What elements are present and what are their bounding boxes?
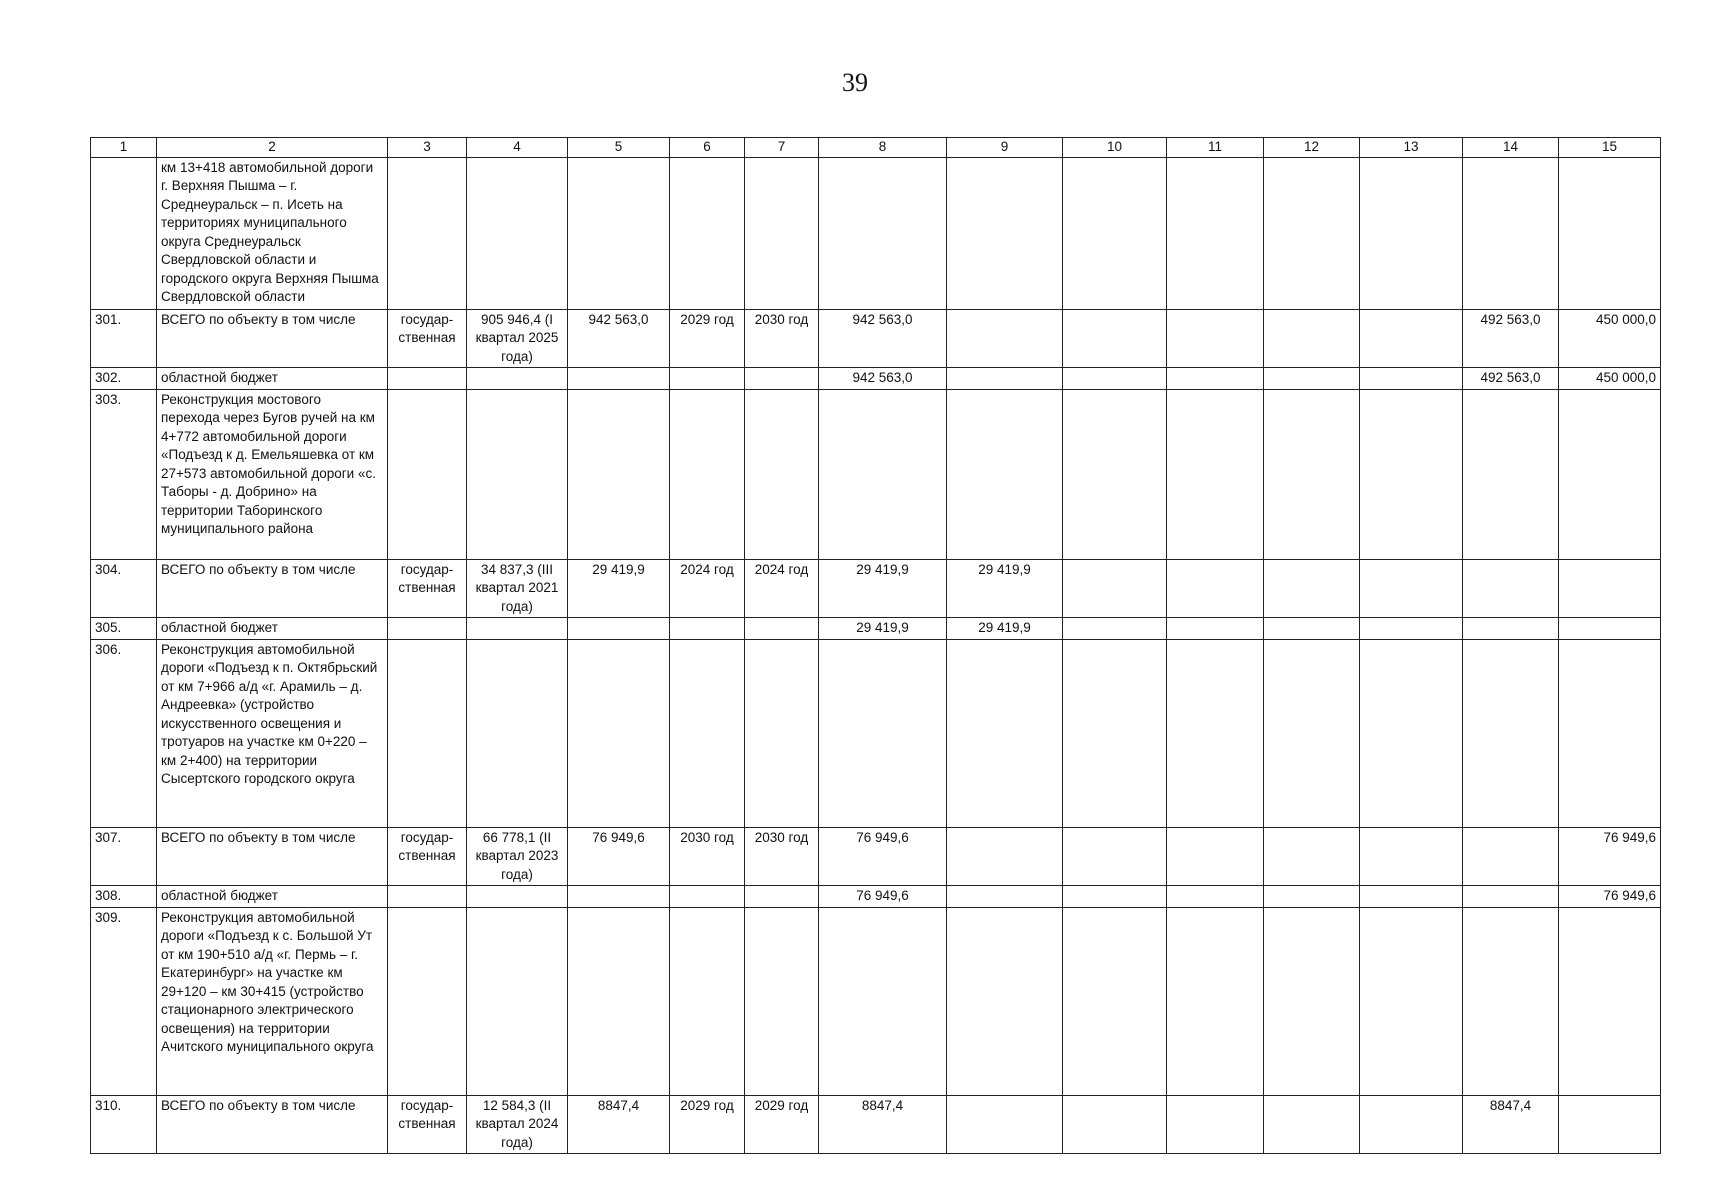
row-number-cell [91, 157, 157, 309]
table-cell [1264, 309, 1360, 368]
table-cell [1360, 886, 1463, 908]
table-cell [388, 907, 467, 1095]
table-cell: 29 419,9 [819, 618, 947, 640]
table-cell [1559, 157, 1661, 309]
table-cell [1167, 639, 1264, 827]
table-cell [947, 309, 1063, 368]
table-cell [670, 389, 745, 559]
table-cell [1463, 559, 1559, 618]
column-header: 14 [1463, 138, 1559, 158]
table-cell [1360, 1095, 1463, 1154]
table-cell [467, 618, 568, 640]
table-cell [947, 157, 1063, 309]
table-cell [568, 907, 670, 1095]
table-cell: 66 778,1 (II квартал 2023 года) [467, 827, 568, 886]
table-cell [947, 827, 1063, 886]
table-cell: 29 419,9 [568, 559, 670, 618]
table-cell: государ-ственная [388, 309, 467, 368]
table-cell [819, 639, 947, 827]
table-cell: 942 563,0 [819, 368, 947, 390]
table-cell [568, 157, 670, 309]
table-cell [745, 639, 819, 827]
table-cell [1167, 1095, 1264, 1154]
table-row [91, 309, 1661, 368]
row-number-cell: 310. [91, 1095, 157, 1154]
table-cell [467, 639, 568, 827]
row-name-cell: ВСЕГО по объекту в том числе [157, 559, 388, 618]
column-header: 13 [1360, 138, 1463, 158]
table-cell [1063, 639, 1167, 827]
table-cell: государ-ственная [388, 559, 467, 618]
table-cell [1264, 886, 1360, 908]
table-cell [1264, 639, 1360, 827]
table-cell: 29 419,9 [947, 618, 1063, 640]
table-cell [1264, 389, 1360, 559]
table-cell [670, 368, 745, 390]
table-cell [670, 886, 745, 908]
row-name-cell: областной бюджет [157, 618, 388, 640]
table-cell [1463, 618, 1559, 640]
table-cell: 2029 год [670, 309, 745, 368]
table-cell [388, 157, 467, 309]
table-cell [670, 157, 745, 309]
table-cell: 450 000,0 [1559, 368, 1661, 390]
table-cell [1360, 907, 1463, 1095]
table-cell [1063, 1095, 1167, 1154]
table-cell [1360, 309, 1463, 368]
table-cell [947, 368, 1063, 390]
table-cell [1167, 309, 1264, 368]
table-cell [670, 639, 745, 827]
table-cell [568, 389, 670, 559]
column-header: 10 [1063, 138, 1167, 158]
table-cell: 2024 год [670, 559, 745, 618]
column-header: 15 [1559, 138, 1661, 158]
table-cell [568, 886, 670, 908]
table-cell [1063, 559, 1167, 618]
table-cell [1167, 827, 1264, 886]
table-cell [1559, 559, 1661, 618]
table-cell: 29 419,9 [947, 559, 1063, 618]
table-cell [1063, 368, 1167, 390]
table-cell [947, 886, 1063, 908]
row-number-cell: 306. [91, 639, 157, 827]
row-number-cell: 302. [91, 368, 157, 390]
table-cell [1167, 559, 1264, 618]
table-cell [1360, 559, 1463, 618]
table-cell [1264, 907, 1360, 1095]
column-header: 11 [1167, 138, 1264, 158]
table-cell [388, 389, 467, 559]
table-cell [1559, 389, 1661, 559]
table-cell [1264, 827, 1360, 886]
table-cell [670, 907, 745, 1095]
table-cell [745, 886, 819, 908]
table-cell: государ-ственная [388, 827, 467, 886]
column-header: 5 [568, 138, 670, 158]
table-cell: 2030 год [670, 827, 745, 886]
table-cell [388, 618, 467, 640]
table-cell [388, 368, 467, 390]
row-number-cell: 309. [91, 907, 157, 1095]
table-cell: 492 563,0 [1463, 309, 1559, 368]
table-cell [745, 389, 819, 559]
table-row [91, 368, 1661, 390]
table-row [91, 907, 1661, 1095]
table-cell [947, 389, 1063, 559]
table-cell [745, 157, 819, 309]
table-cell [1167, 886, 1264, 908]
table-cell [1559, 639, 1661, 827]
table-cell [1063, 907, 1167, 1095]
column-header: 8 [819, 138, 947, 158]
table-cell [819, 157, 947, 309]
table-row [91, 157, 1661, 309]
table-cell [1063, 389, 1167, 559]
table-cell: 942 563,0 [568, 309, 670, 368]
table-cell [745, 907, 819, 1095]
table-cell [1063, 157, 1167, 309]
row-name-cell: Реконструкция автомобильной дороги «Подъезд к п. Октябрьский от км 7+966 а/д «г. Арамиль – д. Андреевка» (устройство искусственного освещения и тротуаров на участке км 0+220 – км 2+400) на территории Сысертского городского округа [157, 639, 388, 827]
table-cell: 942 563,0 [819, 309, 947, 368]
table-cell [1463, 157, 1559, 309]
table-cell: 905 946,4 (I квартал 2025 года) [467, 309, 568, 368]
table-cell: 8847,4 [819, 1095, 947, 1154]
table-cell: 2024 год [745, 559, 819, 618]
table-cell [1559, 907, 1661, 1095]
table-cell [467, 886, 568, 908]
table-cell: 76 949,6 [1559, 827, 1661, 886]
table-cell [1360, 618, 1463, 640]
table-cell: 2030 год [745, 309, 819, 368]
table-cell [388, 639, 467, 827]
row-name-cell: областной бюджет [157, 368, 388, 390]
row-name-cell: областной бюджет [157, 886, 388, 908]
table-cell: 2029 год [745, 1095, 819, 1154]
table-cell [1463, 639, 1559, 827]
table-cell [1063, 886, 1167, 908]
table-cell: 76 949,6 [819, 886, 947, 908]
table-cell: 2029 год [670, 1095, 745, 1154]
page-number: 39 [842, 68, 868, 97]
table-cell: 34 837,3 (III квартал 2021 года) [467, 559, 568, 618]
table-cell [1167, 389, 1264, 559]
table-cell: 76 949,6 [568, 827, 670, 886]
table-cell: 12 584,3 (II квартал 2024 года) [467, 1095, 568, 1154]
table-cell: 29 419,9 [819, 559, 947, 618]
table-cell [467, 157, 568, 309]
table-cell [745, 618, 819, 640]
table-cell: 492 563,0 [1463, 368, 1559, 390]
table-cell [1264, 157, 1360, 309]
table-cell [670, 618, 745, 640]
table-cell [1463, 827, 1559, 886]
table-cell [1463, 907, 1559, 1095]
table-cell [947, 1095, 1063, 1154]
row-number-cell: 301. [91, 309, 157, 368]
table-cell [388, 886, 467, 908]
table-cell [467, 368, 568, 390]
table-cell [819, 389, 947, 559]
table-cell: 8847,4 [1463, 1095, 1559, 1154]
table-cell [1063, 309, 1167, 368]
table-row [91, 559, 1661, 618]
column-header: 3 [388, 138, 467, 158]
column-header: 9 [947, 138, 1063, 158]
column-header: 7 [745, 138, 819, 158]
row-number-cell: 305. [91, 618, 157, 640]
table-row [91, 827, 1661, 886]
table-cell [1463, 389, 1559, 559]
table-cell [1360, 368, 1463, 390]
table-cell [1167, 618, 1264, 640]
table-row [91, 1095, 1661, 1154]
table-cell [819, 907, 947, 1095]
table-cell [568, 368, 670, 390]
column-header: 6 [670, 138, 745, 158]
row-name-cell: ВСЕГО по объекту в том числе [157, 1095, 388, 1154]
row-number-cell: 303. [91, 389, 157, 559]
table-cell [1559, 1095, 1661, 1154]
table-cell: государ-ственная [388, 1095, 467, 1154]
table-cell [467, 907, 568, 1095]
table-cell [568, 639, 670, 827]
table-cell [947, 907, 1063, 1095]
table-cell [1264, 1095, 1360, 1154]
budget-table [90, 137, 1661, 1154]
table-row [91, 886, 1661, 908]
table-row [91, 618, 1661, 640]
row-name-cell: ВСЕГО по объекту в том числе [157, 309, 388, 368]
table-cell [1360, 157, 1463, 309]
table-cell [745, 368, 819, 390]
table-cell [1264, 368, 1360, 390]
table-row [91, 389, 1661, 559]
table-cell [1264, 618, 1360, 640]
table-row [91, 639, 1661, 827]
row-name-cell: ВСЕГО по объекту в том числе [157, 827, 388, 886]
table-cell [1463, 886, 1559, 908]
table-cell: 76 949,6 [1559, 886, 1661, 908]
table-cell [947, 639, 1063, 827]
row-number-cell: 304. [91, 559, 157, 618]
table-cell [1063, 618, 1167, 640]
row-number-cell: 307. [91, 827, 157, 886]
column-header: 12 [1264, 138, 1360, 158]
table-cell [1167, 907, 1264, 1095]
row-name-cell: Реконструкция мостового перехода через Бугов ручей на км 4+772 автомобильной дороги «Подъезд к д. Емельяшевка от км 27+573 автомобильной дороги «с. Таборы - д. Добрино» на территории Таборинского муниципального района [157, 389, 388, 559]
table-cell [1063, 827, 1167, 886]
table-cell [1264, 559, 1360, 618]
table-cell [1360, 639, 1463, 827]
table-cell [1167, 157, 1264, 309]
column-header: 2 [157, 138, 388, 158]
table-cell [1360, 389, 1463, 559]
table-cell [1167, 368, 1264, 390]
table-cell: 2030 год [745, 827, 819, 886]
table-cell: 76 949,6 [819, 827, 947, 886]
row-name-cell: Реконструкция автомобильной дороги «Подъезд к с. Большой Ут от км 190+510 а/д «г. Пермь – г. Екатеринбург» на участке км 29+120 – км 30+415 (устройство стационарного электрического освещения) на территории Ачитского муниципального округа [157, 907, 388, 1095]
table-cell: 8847,4 [568, 1095, 670, 1154]
table-cell [467, 389, 568, 559]
table-cell: 450 000,0 [1559, 309, 1661, 368]
row-number-cell: 308. [91, 886, 157, 908]
column-header: 4 [467, 138, 568, 158]
table-cell [568, 618, 670, 640]
table-cell [1559, 618, 1661, 640]
column-number-row [91, 138, 1661, 158]
column-header: 1 [91, 138, 157, 158]
table-cell [1360, 827, 1463, 886]
row-name-cell: км 13+418 автомобильной дороги г. Верхняя Пышма – г. Среднеуральск – п. Исеть на территориях муниципального округа Среднеуральск Свердловской области и городского округа Верхняя Пышма Свердловской области [157, 157, 388, 309]
